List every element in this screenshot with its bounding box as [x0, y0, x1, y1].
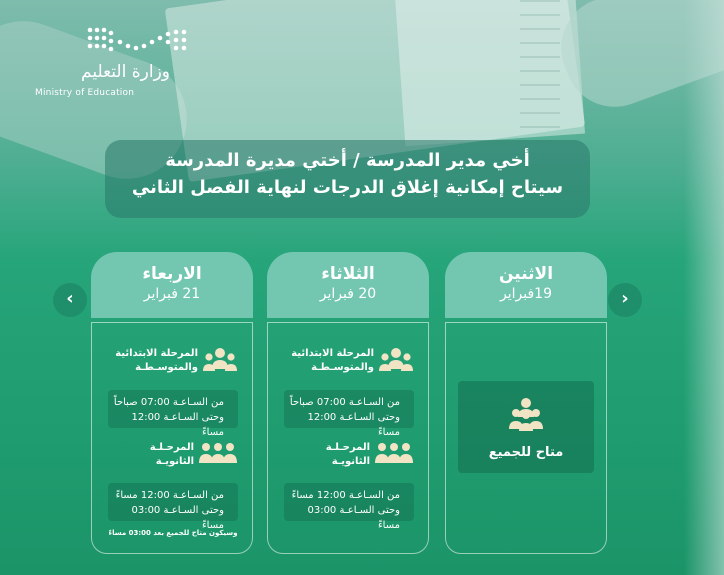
people-group-icon: [202, 347, 238, 375]
stage1-time-from: من السـاعـة 07:00 صباحاً: [113, 397, 224, 408]
stage2-time-to: وحتى السـاعـة 03:00 مساءً: [307, 505, 400, 531]
stage2-time-from: من السـاعـة 12:00 مساءً: [291, 490, 400, 501]
card-date: 20 فبراير: [319, 286, 377, 302]
card-body: [445, 322, 607, 554]
stage1-row: [108, 347, 238, 377]
people-group-icon: [374, 441, 414, 465]
stage1-label-line-2: والمتوسـطـة: [135, 362, 198, 373]
stage1-label: [108, 347, 198, 375]
card-body: [91, 322, 253, 554]
card-header: [267, 252, 429, 318]
people-group-icon: [198, 441, 238, 465]
logo-arabic-text: وزارة التعليم: [81, 62, 170, 82]
stage2-time-to: وحتى السـاعـة 03:00 مساءً: [131, 505, 224, 531]
stage1-label-line-1: المرحلة الابتدائية: [115, 348, 198, 359]
card-tuesday: [267, 252, 429, 554]
card-header: [91, 252, 253, 318]
stage1-time-to: وحتى السـاعـة 12:00 مساءً: [131, 412, 224, 438]
card-date: 19فبراير: [500, 286, 552, 302]
carousel-next-button[interactable]: ›: [608, 283, 642, 317]
headline-line-2: سيتاح إمكانية إغلاق الدرجات لنهاية الفصل الثاني: [131, 177, 564, 198]
ministry-logo: [30, 18, 200, 103]
stage1-time-to: وحتى السـاعـة 12:00 مساءً: [307, 412, 400, 438]
stage2-label-line-1: المرحـلـة: [325, 442, 370, 453]
stage1-label-line-1: المرحلة الابتدائية: [291, 348, 374, 359]
card-monday: [445, 252, 607, 554]
carousel-prev-button[interactable]: ‹: [53, 283, 87, 317]
stage1-time-box: [108, 390, 238, 438]
stage2-row: [108, 441, 238, 471]
stage2-row: [284, 441, 414, 471]
stage1-label: [284, 347, 374, 375]
logo-english-text: Ministry of Education: [35, 88, 135, 98]
card-header: [445, 252, 607, 318]
stage2-label-line-2: الثانويـة: [155, 456, 194, 467]
card-day: الاثنين: [498, 264, 554, 284]
stage1-time-from: من السـاعـة 07:00 صباحاً: [289, 397, 400, 408]
card-body: [267, 322, 429, 554]
stage2-time-box: [284, 483, 414, 531]
stage2-label: [104, 441, 194, 469]
stage1-label-line-2: والمتوسـطـة: [311, 362, 374, 373]
logo-dots-icon: [85, 24, 190, 54]
stage2-label-line-1: المرحـلـة: [149, 442, 194, 453]
people-group-icon: [378, 347, 414, 375]
stage2-time-from: من السـاعـة 12:00 مساءً: [115, 490, 224, 501]
stage2-time-box: [108, 483, 238, 531]
available-label: متاح للجميع: [488, 445, 564, 460]
stage2-label-line-2: الثانويـة: [331, 456, 370, 467]
background-answer-lines: [520, 0, 560, 130]
headline-box: [105, 140, 590, 218]
card-day: الاربعاء: [142, 264, 202, 284]
available-box: [458, 381, 594, 473]
stage1-time-box: [284, 390, 414, 438]
stage2-label: [280, 441, 370, 469]
right-edge-shade: [684, 0, 724, 575]
stage1-row: [284, 347, 414, 377]
card-day: الثلاثاء: [321, 264, 375, 284]
card-wednesday: [91, 252, 253, 554]
headline-line-1: أخي مدير المدرسة / أختي مديرة المدرسة: [165, 150, 530, 171]
availability-note: وسيكون متاح للجميع بعد 03:00 مساءً: [108, 529, 238, 537]
card-date: 21 فبراير: [143, 286, 201, 302]
people-group-icon: [507, 397, 545, 433]
